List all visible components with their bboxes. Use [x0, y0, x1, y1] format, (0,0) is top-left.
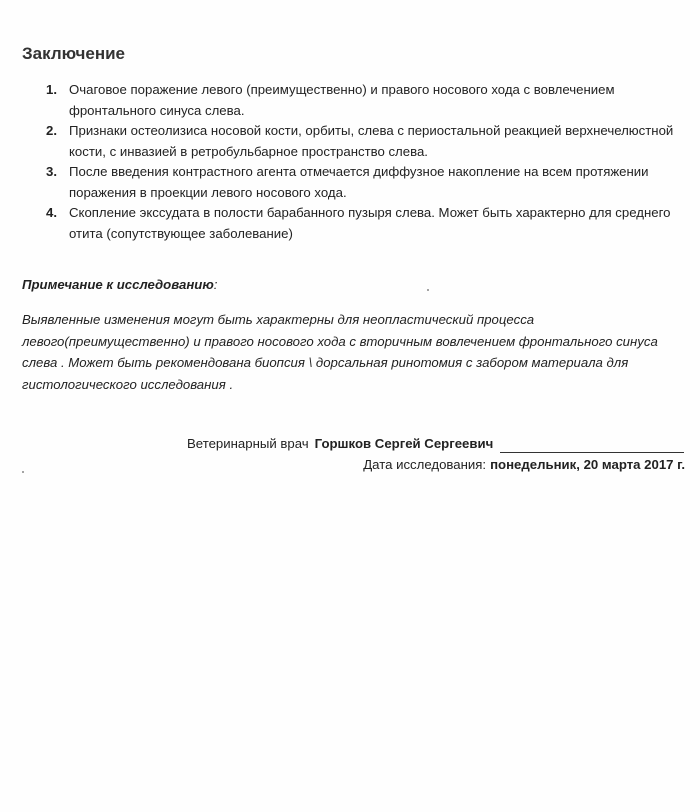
list-item: [22, 203, 687, 244]
note-title: Примечание к исследованию: [22, 277, 214, 292]
signature-line: [500, 452, 684, 453]
date-label: Дата исследования:: [363, 457, 487, 472]
conclusion-heading: Заключение: [22, 44, 125, 63]
date-value: понедельник, 20 марта 2017 г.: [490, 457, 685, 472]
list-item-text: Очаговое поражение левого (преимущественно) и правого носового хода с вовлечением фронтального синуса слева.: [69, 82, 615, 118]
list-item: [22, 162, 687, 203]
note-heading: [22, 277, 217, 292]
list-item-number: 3.: [46, 164, 57, 179]
scan-speck: [427, 289, 429, 291]
signature-name: Горшков Сергей Сергеевич: [314, 436, 494, 451]
note-text: Выявленные изменения могут быть характерны для неопластический процесса левого(преимущественно) и правого носового хода с вторичным вовлечением фронтального синуса слева . Может быть рекомендована биопсия \ дорсальная ринотомия с забором материала для гистологического исследования .: [22, 312, 658, 392]
date-line: [363, 457, 685, 472]
scan-speck: [22, 471, 24, 473]
list-item-number: 4.: [46, 205, 57, 220]
signature-role: Ветеринарный врач: [187, 436, 309, 451]
list-item-number: 1.: [46, 82, 57, 97]
list-item: [22, 121, 687, 162]
list-item-text: Признаки остеолизиса носовой кости, орбиты, слева с периостальной реакцией верхнечелюстной кости, с инвазией в ретробульбарное пространство слева.: [69, 123, 674, 159]
list-item: [22, 80, 687, 121]
note-colon: :: [213, 277, 218, 292]
list-item-number: 2.: [46, 123, 57, 138]
conclusion-list: [22, 80, 687, 244]
list-item-text: После введения контрастного агента отмечается диффузное накопление на всем протяжении поражения в проекции левого носового хода.: [69, 164, 649, 200]
signature-block: [187, 436, 687, 451]
list-item-text: Скопление экссудата в полости барабанного пузыря слева. Может быть характерно для среднего отита (сопутствующее заболевание): [69, 205, 671, 241]
